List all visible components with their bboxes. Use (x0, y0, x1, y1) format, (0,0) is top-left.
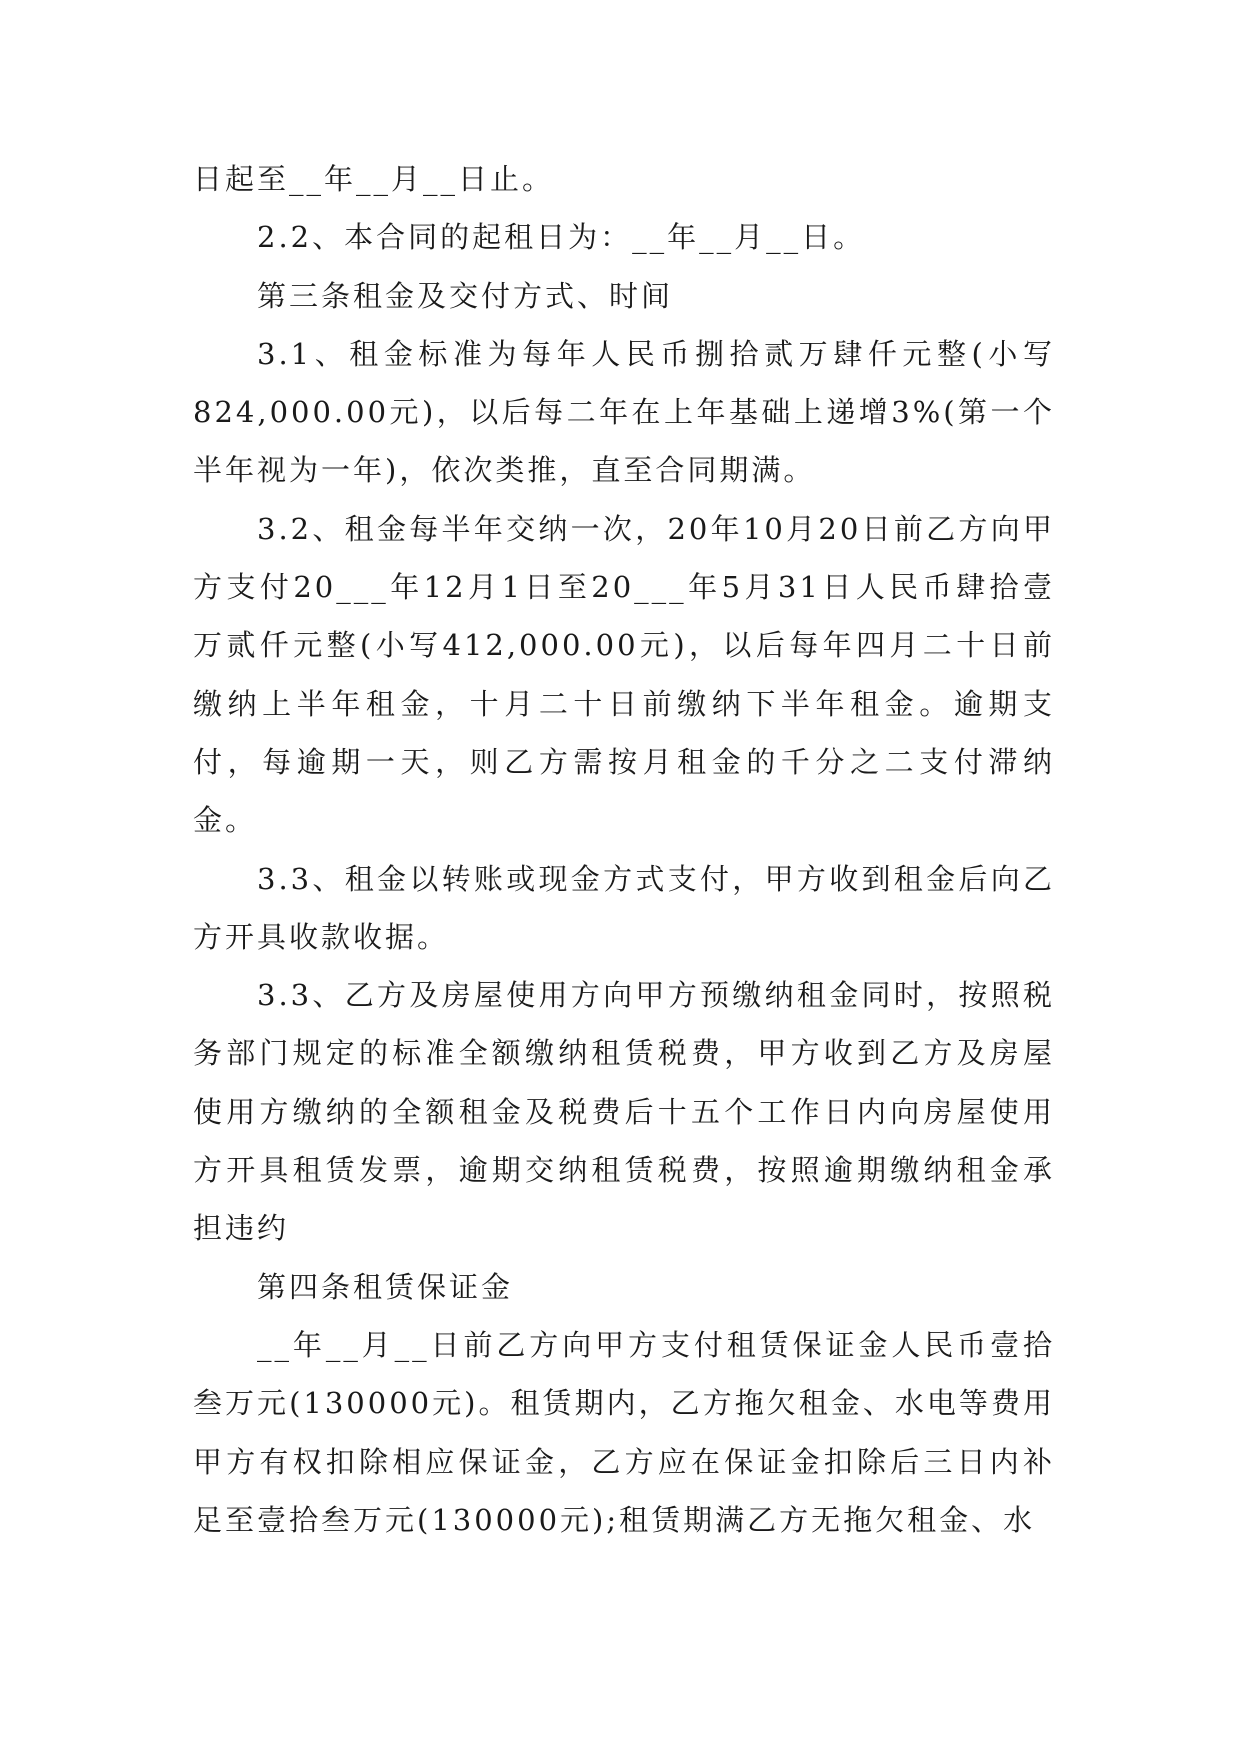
paragraph-3-3b: 3.3、乙方及房屋使用方向甲方预缴纳租金同时，按照税务部门规定的标准全额缴纳租赁税费，甲方收到乙方及房屋使用方缴纳的全额租金及税费后十五个工作日内向房屋使用方开具租赁发票，逾期交纳租赁税费，按照逾期缴纳租金承担违约 (193, 978, 1055, 1246)
paragraph-3-1: 3.1、租金标准为每年人民币捌拾贰万肆仟元整(小写824,000.00元)，以后每二年在上年基础上递增3%(第一个半年视为一年)，依次类推，直至合同期满。 (193, 336, 1055, 488)
document-page (193, 150, 1055, 1549)
paragraph-1: 日起至__年__月__日止。 (193, 162, 555, 196)
paragraph-4-1: __年__月__日前乙方向甲方支付租赁保证金人民币壹拾叁万元(130000元)。租赁期内，乙方拖欠租金、水电等费用甲方有权扣除相应保证金，乙方应在保证金扣除后三日内补足至壹拾叁万元(130000元);租赁期满乙方无拖欠租金、水 (193, 1327, 1055, 1537)
section-heading-3: 第三条租金及交付方式、时间 (257, 278, 674, 313)
section-heading-4: 第四条租赁保证金 (257, 1269, 514, 1304)
paragraph-2: 2.2、本合同的起租日为：__年__月__日。 (257, 220, 866, 255)
paragraph-3-3a: 3.3、租金以转账或现金方式支付，甲方收到租金后向乙方开具收款收据。 (193, 861, 1055, 954)
paragraph-3-2: 3.2、租金每半年交纳一次，20年10月20日前乙方向甲方支付20___年12月1日至20___年5月31日人民币肆拾壹万贰仟元整(小写412,000.00元)，以后每年四月二十日前缴纳上半年租金，十月二十日前缴纳下半年租金。逾期支付，每逾期一天，则乙方需按月租金的千分之二支付滞纳金。 (193, 511, 1055, 838)
